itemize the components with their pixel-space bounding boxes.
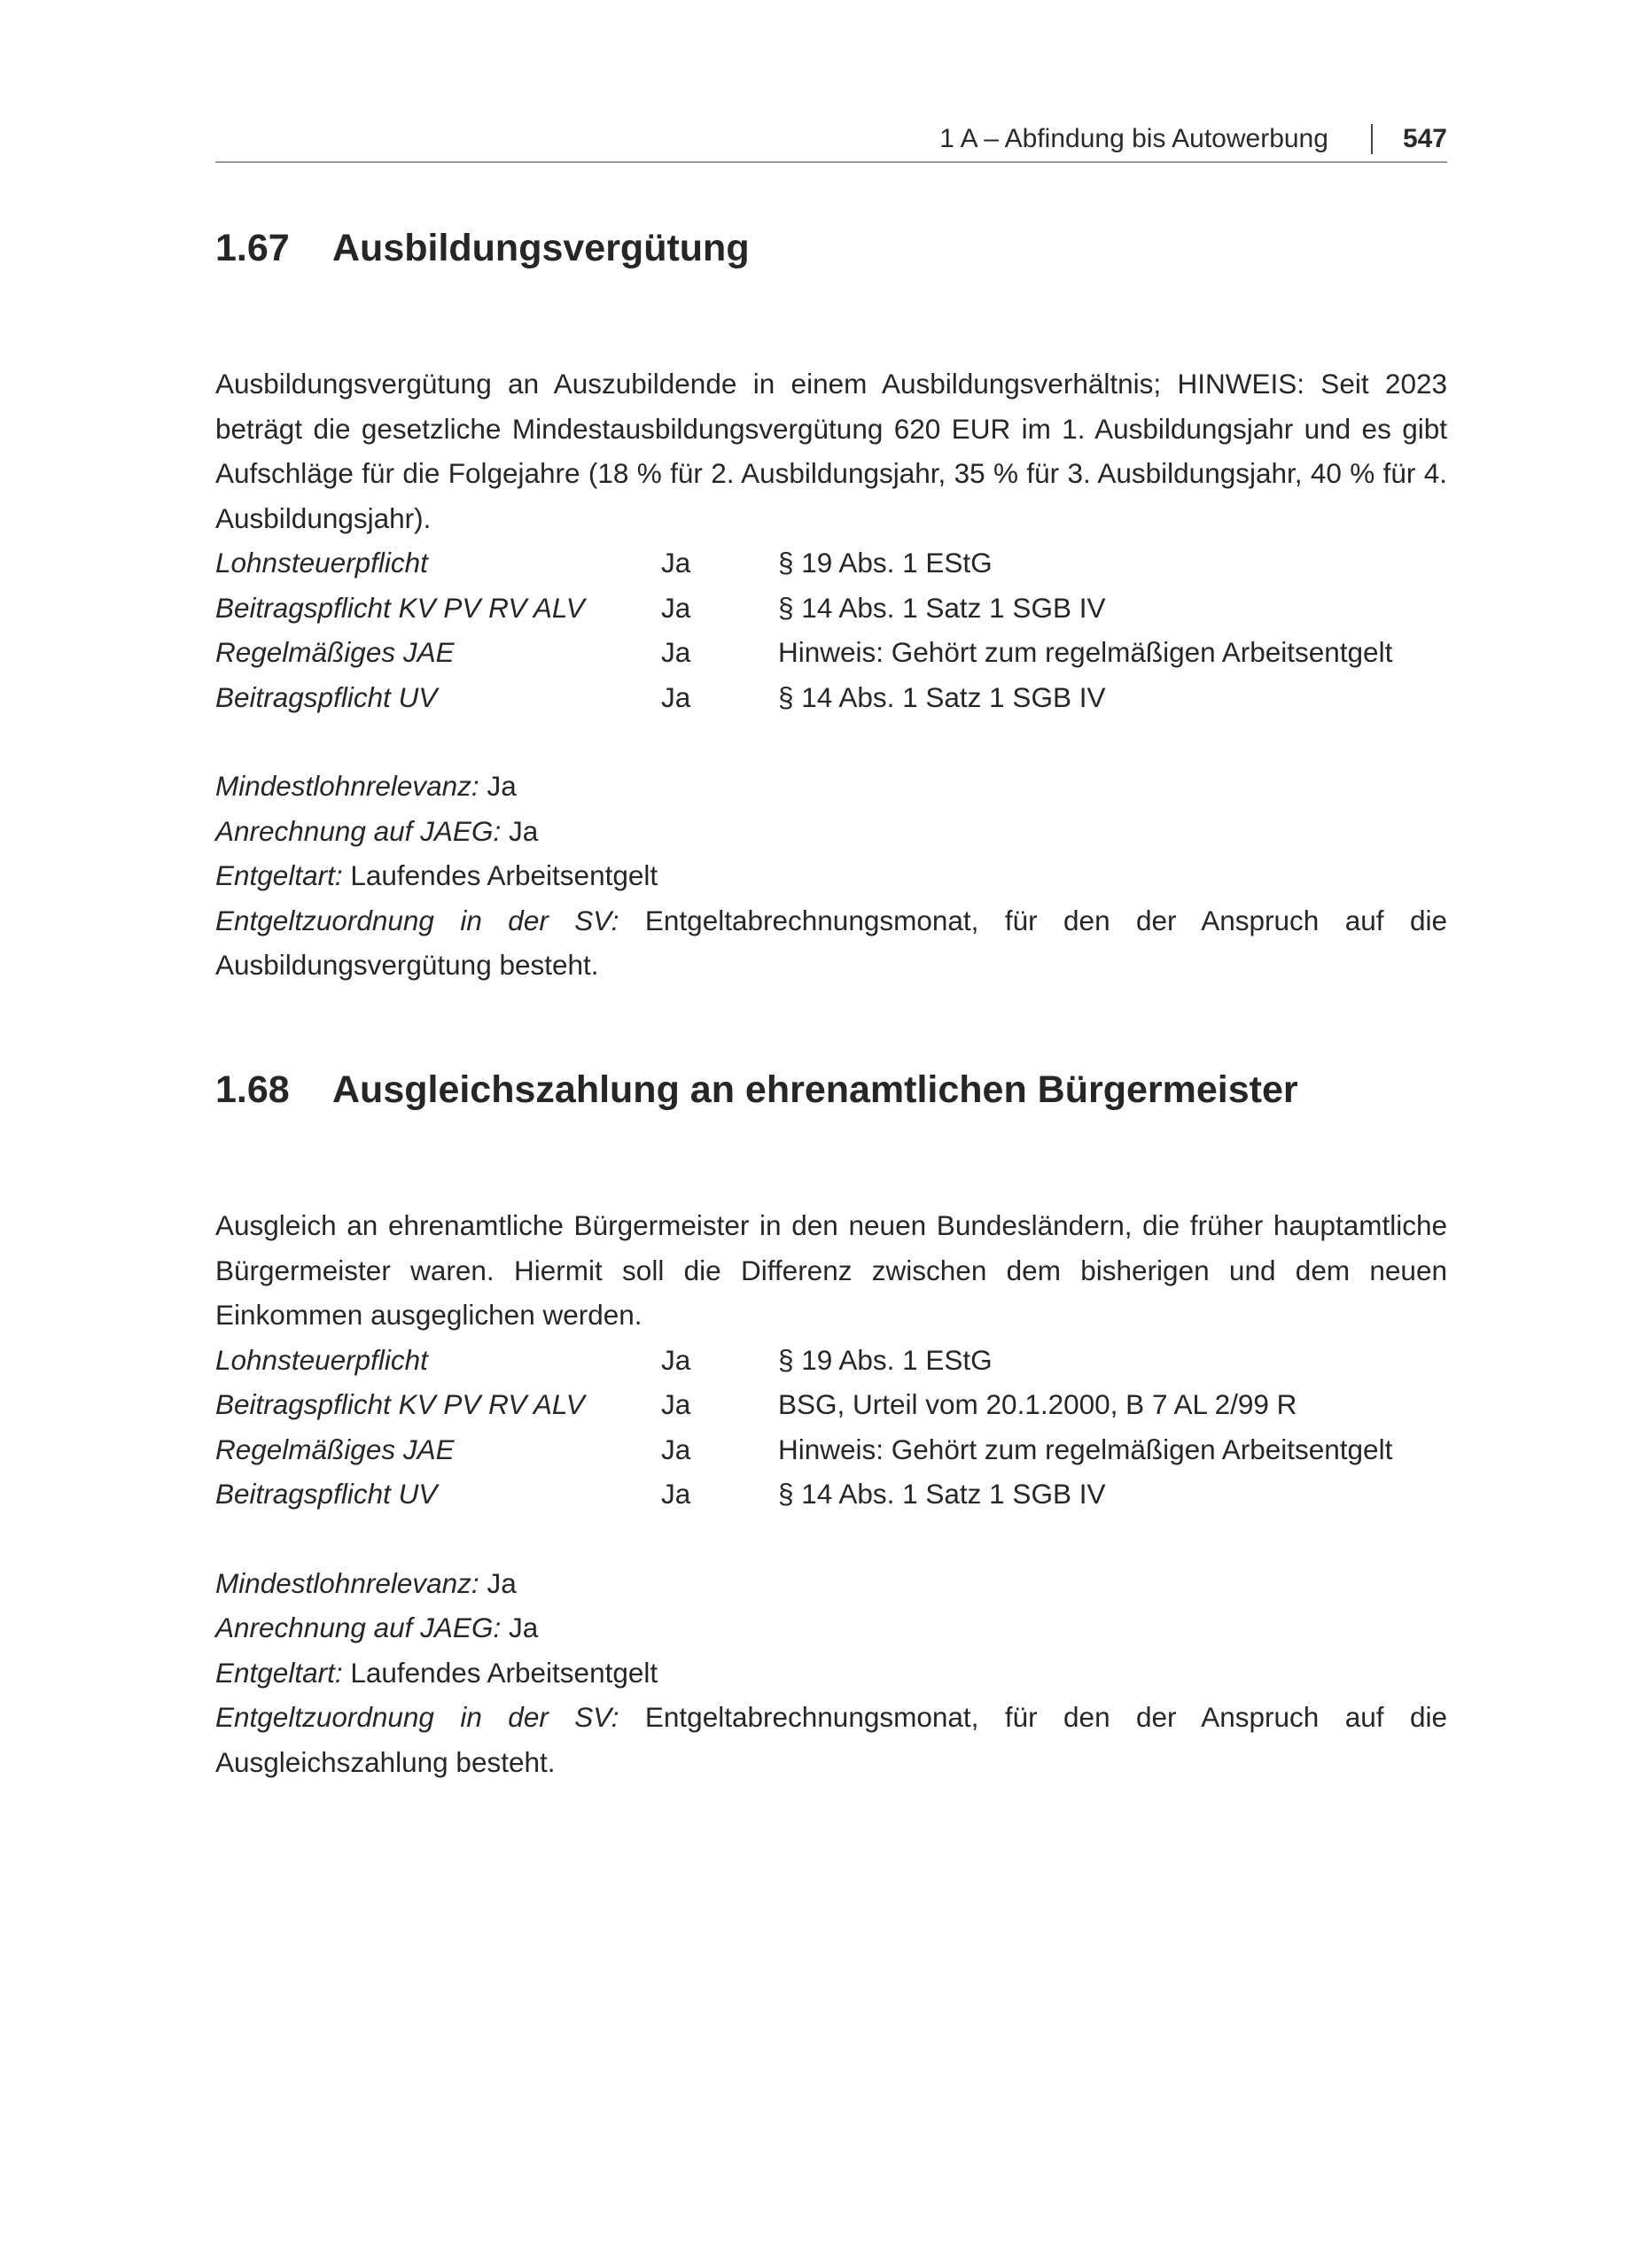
detail-value: Ja (508, 1612, 539, 1643)
property-value: Ja (661, 636, 691, 668)
details-block (215, 764, 1447, 988)
property-name: Beitragspflicht UV (215, 1478, 438, 1510)
property-reference: § 14 Abs. 1 Satz 1 SGB IV (778, 591, 1106, 624)
header-separator (1371, 124, 1373, 154)
section-1-68 (215, 1063, 1447, 1784)
chapter-title: 1 A – Abfindung bis Autowerbung (939, 124, 1328, 153)
detail-value: Ja (487, 770, 517, 802)
detail-key: Entgeltzuordnung in der SV: (215, 904, 619, 936)
property-row (215, 1338, 1447, 1383)
detail-value: Entgeltabrechnungsmonat, für den der Anspruch auf die Ausbildungsvergütung besteht. (215, 904, 1447, 981)
property-value: Ja (661, 1433, 691, 1465)
detail-line (215, 898, 1447, 988)
details-block (215, 1561, 1447, 1785)
property-reference: § 14 Abs. 1 Satz 1 SGB IV (778, 1478, 1106, 1510)
property-table (215, 540, 1447, 719)
property-value: Ja (661, 547, 691, 579)
detail-line (215, 1605, 1447, 1651)
section-1-67 (215, 221, 1447, 988)
property-value: Ja (661, 1343, 691, 1376)
section-title: Ausgleichszahlung an ehrenamtlichen Bürgermeister (332, 1068, 1298, 1111)
property-name: Beitragspflicht UV (215, 680, 438, 713)
section-title: Ausbildungsvergütung (332, 227, 750, 269)
detail-line (215, 764, 1447, 809)
detail-line (215, 1561, 1447, 1606)
detail-line (215, 1695, 1447, 1784)
section-intro: Ausbildungsvergütung an Auszubildende in einem Ausbildungsverhältnis; HINWEIS: Seit 2023 beträgt die gesetzliche Mindestausbildungsvergütung 620 EUR im 1. Ausbildungsjahr und es gibt Aufschläge für die Folgejahre (18 % für 2. Ausbildungsjahr, 35 % für 3. Ausbildungsjahr, 40 % für 4. Ausbildungsjahr). (215, 368, 1447, 534)
detail-key: Anrechnung auf JAEG: (215, 1612, 502, 1643)
detail-key: Mindestlohnrelevanz: (215, 770, 479, 802)
detail-key: Mindestlohnrelevanz: (215, 1566, 479, 1599)
property-reference: § 19 Abs. 1 EStG (778, 1343, 993, 1376)
property-name: Beitragspflicht KV PV RV ALV (215, 1388, 585, 1420)
detail-key: Entgeltart: (215, 1656, 343, 1689)
property-value: Ja (661, 591, 691, 624)
detail-value: Laufendes Arbeitsentgelt (350, 859, 658, 891)
section-number: 1.68 (215, 1068, 290, 1111)
property-value: Ja (661, 680, 691, 713)
detail-key: Entgeltart: (215, 859, 343, 891)
property-table (215, 1338, 1447, 1517)
property-row (215, 540, 1447, 586)
property-value: Ja (661, 1388, 691, 1420)
property-reference: Hinweis: Gehört zum regelmäßigen Arbeitsentgelt (778, 1433, 1393, 1465)
detail-value: Entgeltabrechnungsmonat, für den der Anspruch auf die Ausgleichszahlung besteht. (215, 1701, 1447, 1778)
property-reference: BSG, Urteil vom 20.1.2000, B 7 AL 2/99 R (778, 1388, 1297, 1420)
property-row (215, 675, 1447, 720)
property-name: Lohnsteuerpflicht (215, 1343, 428, 1376)
detail-value: Laufendes Arbeitsentgelt (350, 1656, 658, 1689)
detail-key: Anrechnung auf JAEG: (215, 814, 502, 847)
property-name: Beitragspflicht KV PV RV ALV (215, 591, 585, 624)
running-header (215, 117, 1447, 163)
property-reference: Hinweis: Gehört zum regelmäßigen Arbeitsentgelt (778, 636, 1393, 668)
section-intro: Ausgleich an ehrenamtliche Bürgermeister in den neuen Bundesländern, die früher hauptamtliche Bürgermeister waren. Hiermit soll die Differenz zwischen dem bisherigen und dem neuen Einkommen ausgeglichen werden. (215, 1209, 1447, 1331)
section-heading (215, 1063, 1447, 1116)
property-row (215, 1427, 1447, 1472)
property-reference: § 19 Abs. 1 EStG (778, 547, 993, 579)
property-row (215, 1472, 1447, 1517)
document-page (215, 0, 1447, 2268)
property-name: Lohnsteuerpflicht (215, 547, 428, 579)
detail-line (215, 809, 1447, 854)
property-row (215, 586, 1447, 631)
detail-line (215, 1651, 1447, 1696)
detail-value: Ja (487, 1566, 517, 1599)
detail-line (215, 853, 1447, 898)
property-name: Regelmäßiges JAE (215, 1433, 455, 1465)
detail-value: Ja (508, 814, 539, 847)
property-value: Ja (661, 1478, 691, 1510)
section-number: 1.67 (215, 227, 290, 269)
property-row (215, 1382, 1447, 1427)
property-row (215, 630, 1447, 675)
property-reference: § 14 Abs. 1 Satz 1 SGB IV (778, 680, 1106, 713)
detail-key: Entgeltzuordnung in der SV: (215, 1701, 619, 1733)
page-number: 547 (1402, 124, 1447, 153)
section-heading (215, 221, 1447, 275)
property-name: Regelmäßiges JAE (215, 636, 455, 668)
